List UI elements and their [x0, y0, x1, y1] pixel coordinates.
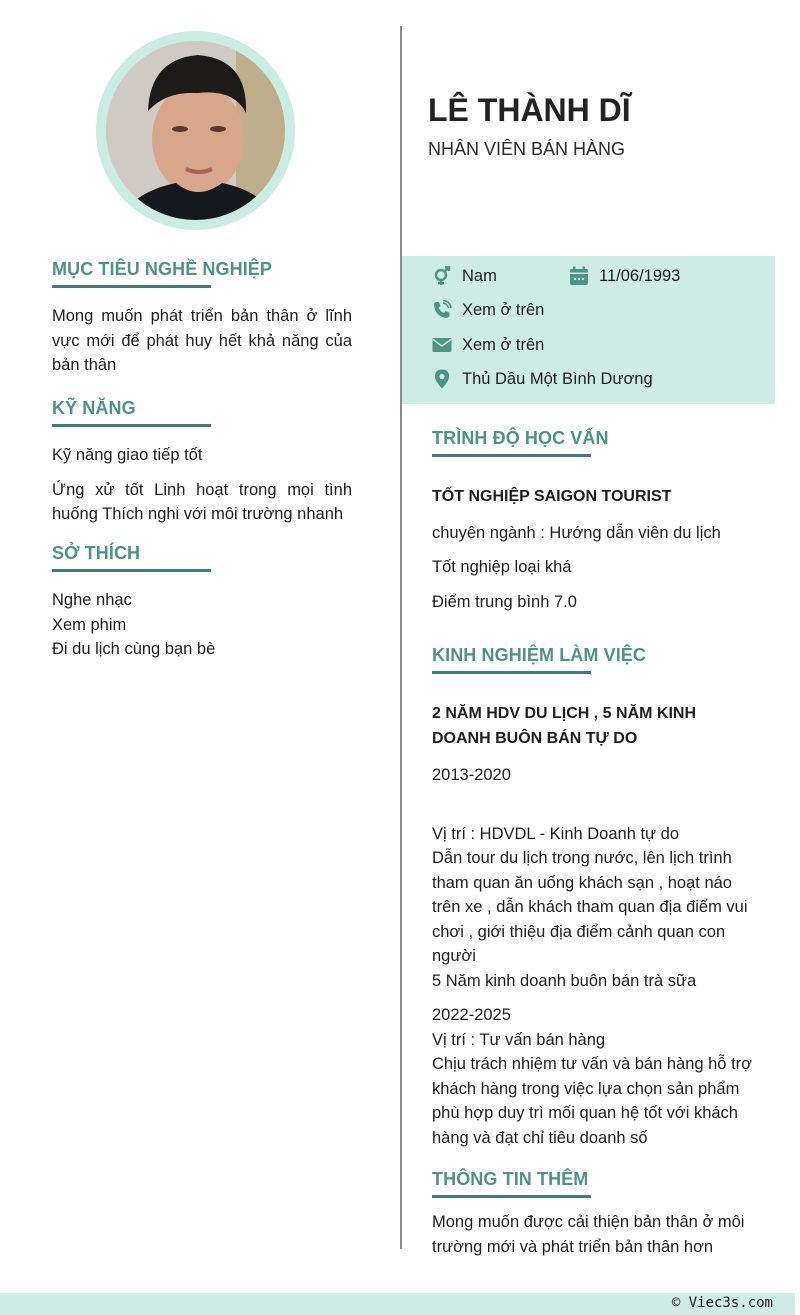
column-divider: [400, 26, 402, 1249]
education-school: TỐT NGHIỆP SAIGON TOURIST: [432, 488, 672, 505]
objective-underline: [52, 285, 211, 288]
candidate-name: LÊ THÀNH DĨ: [428, 92, 631, 128]
hobby-item: Xem phim: [52, 615, 127, 634]
hobbies-section: [52, 543, 352, 662]
experience-description: Dẫn tour du lịch trong nước, lên lịch trình tham quan ăn uống khách sạn , hoạt náo trên xe , dẫn khách tham quan địa điểm vui chơi , giới thiệu địa điểm cảnh quan con người: [432, 849, 748, 965]
additional-text: Mong muốn được cải thiện bản thân ở môi trường mới và phát triển bản thân hơn: [432, 1213, 745, 1256]
experience-underline: [432, 671, 591, 674]
job-title: NHÂN VIÊN BÁN HÀNG: [428, 139, 626, 159]
hobby-item: Đi du lịch cùng bạn bè: [52, 640, 216, 658]
gender-row: [432, 266, 497, 286]
email-row: [432, 335, 544, 355]
address-value: Thủ Dầu Một Bình Dương: [462, 369, 653, 388]
header: [428, 92, 631, 160]
experience-section: [432, 645, 762, 1150]
experience-heading: 2 NĂM HDV DU LỊCH , 5 NĂM KINH DOANH BUÔN BÁN TỰ DO: [432, 705, 697, 747]
education-section: [432, 428, 762, 614]
education-underline: [432, 454, 591, 457]
skills-underline: [52, 424, 211, 427]
skill-item: Ứng xử tốt Linh hoạt trong mọi tình huống Thích nghi với môi trường nhanh: [52, 480, 352, 523]
gender-value: Nam: [462, 266, 497, 285]
additional-underline: [432, 1195, 591, 1198]
education-title: TRÌNH ĐỘ HỌC VẤN: [432, 428, 609, 448]
education-line: chuyên ngành : Hướng dẫn viên du lịch: [432, 523, 721, 542]
hobby-item: Nghe nhạc: [52, 591, 132, 609]
avatar-frame: [96, 31, 295, 230]
experience-title: KINH NGHIỆM LÀM VIỆC: [432, 645, 647, 665]
education-line: Điểm trung bình 7.0: [432, 592, 577, 611]
birthday-value: 11/06/1993: [599, 266, 681, 285]
address-row: [432, 369, 653, 389]
footer-copyright: © Viec3s.com: [671, 1295, 773, 1311]
skill-item: Kỹ năng giao tiếp tốt: [52, 446, 203, 464]
phone-value: Xem ở trên: [462, 300, 545, 319]
gender-icon: [432, 266, 452, 286]
location-icon: [432, 369, 452, 389]
additional-title: THÔNG TIN THÊM: [432, 1169, 589, 1189]
experience-extra: 5 Năm kinh doanh buôn bán trà sữa: [432, 971, 697, 990]
skills-section: [52, 398, 352, 527]
contact-panel: [402, 256, 775, 404]
phone-icon: [432, 300, 452, 320]
email-icon: [432, 335, 452, 355]
experience-role: Vị trí : Tư vấn bán hàng: [432, 1030, 606, 1049]
experience-period: 2013-2020: [432, 766, 511, 784]
footer-bar: [0, 1293, 795, 1315]
hobbies-underline: [52, 569, 211, 572]
experience-description: Chịu trách nhiệm tư vấn và bán hàng hỗ trợ khách hàng trong việc lựa chọn sản phẩm phù hợp duy trì mối quan hệ tốt với khách hàng và đạt chỉ tiêu doanh số: [432, 1055, 752, 1147]
calendar-icon: [569, 266, 589, 286]
experience-role: Vị trí : HDVDL - Kinh Doanh tự do: [432, 824, 680, 843]
skills-title: KỸ NĂNG: [52, 398, 136, 418]
phone-row: [432, 300, 544, 320]
hobbies-title: SỞ THÍCH: [52, 543, 141, 563]
birthday-row: [569, 266, 680, 286]
avatar: [106, 41, 285, 220]
objective-section: [52, 259, 352, 378]
additional-section: [432, 1169, 762, 1259]
education-line: Tốt nghiệp loại khá: [432, 558, 572, 576]
objective-text: Mong muốn phát triển bản thân ở lĩnh vực mới để phát huy hết khả năng của bản thân: [52, 307, 352, 374]
experience-period: 2022-2025: [432, 1006, 511, 1024]
email-value: Xem ở trên: [462, 335, 545, 354]
objective-title: MỤC TIÊU NGHỀ NGHIỆP: [52, 259, 273, 279]
avatar-photo: [106, 41, 285, 220]
